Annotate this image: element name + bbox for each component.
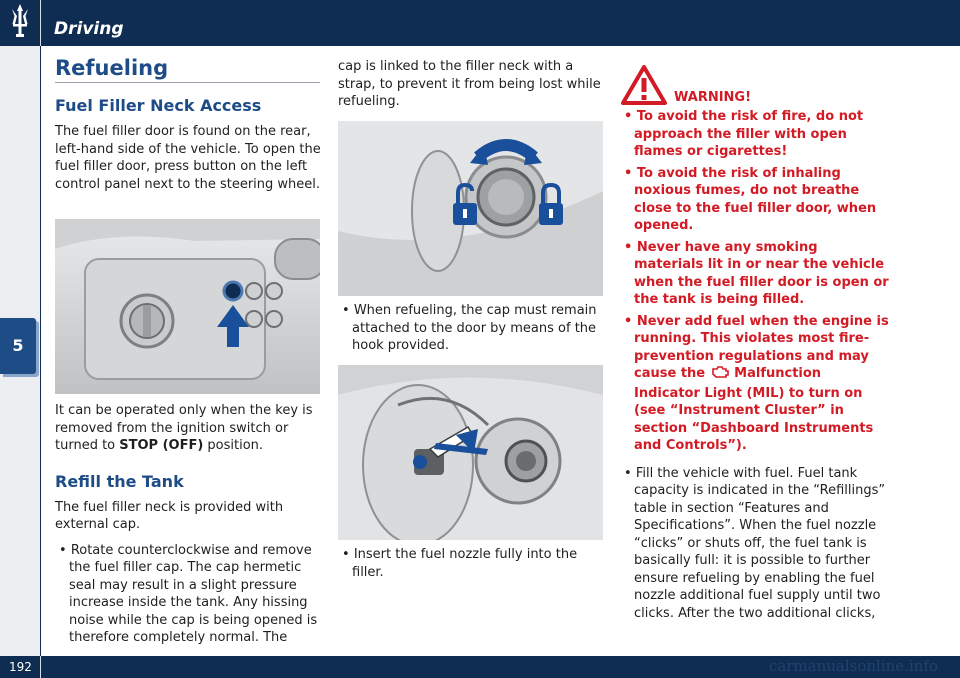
warning-item: • Never have any smoking materials lit in or near the vehicle when the fuel filler door is open or the tank is being filled. [620,239,890,309]
warning-item [620,313,890,455]
column-2-middle [338,302,606,355]
subheading-refill-the-tank: Refill the Tank [55,471,184,491]
header-separator [40,0,41,46]
nozzle-list [338,546,606,581]
list-item: • Insert the fuel nozzle fully into the filler. [338,546,606,581]
paragraph-key-condition [55,402,322,455]
title-rule [55,82,320,83]
key-condition-text: It can be operated only when the key is removed from the ignition switch or turned to [55,403,313,453]
warning-item: • To avoid the risk of fire, do not approach the filler with open flames or cigarettes! [620,108,890,161]
chapter-tab[interactable] [0,318,36,374]
warning-block [620,108,890,622]
page-title: Refueling [55,56,169,80]
watermark: carmanualsonline.info [768,657,938,675]
warning-label: WARNING! [674,90,752,105]
column-1-top [55,96,322,193]
refill-steps-list [55,542,322,647]
warning-triangle-icon [620,64,668,106]
warning-item: • To avoid the risk of inhaling noxious fumes, do not breathe close to the fuel filler door, when opened. [620,165,890,235]
stop-off-label: STOP (OFF) [119,438,204,453]
list-item: • Rotate counterclockwise and remove the fuel filler cap. The cap hermetic seal may result in a slight pressure increase inside the tank. Any hissing noise while the cap is being opened is therefore completely normal. The [55,542,322,647]
subheading-fuel-filler-neck-access: Fuel Filler Neck Access [55,96,262,115]
mil-warning-suffix: Malfunction Indicator Light (MIL) to turn on (see “Instrument Cluster” in section “Dashboard Instruments and Controls”). [634,366,874,453]
page-header [0,0,960,46]
paragraph-external-cap: The fuel filler neck is provided with external cap. [55,499,284,532]
side-divider [40,46,41,660]
list-item: • Fill the vehicle with fuel. Fuel tank capacity is indicated in the “Refillings” table in section “Features and Specifications”. When the fuel nozzle “clicks” or shuts off, the fuel tank is basically full: it is possible to further ensure refueling by enabling the fuel nozzle additional fuel supply until two clicks. After the two additional clicks, [620,465,890,623]
column-2-bottom [338,546,606,581]
footer-separator [40,656,41,678]
trident-logo-icon [0,0,40,46]
paragraph-filler-door: The fuel filler door is found on the rear, left-hand side of the vehicle. To open the fuel filler door, press button on the left control panel next to the steering wheel. [55,124,321,192]
fill-steps-list [620,465,890,623]
list-item: • When refueling, the cap must remain attached to the door by means of the hook provided. [338,302,606,355]
page-footer [0,656,960,678]
warning-list [620,108,890,455]
mil-warning-text: Never add fuel when the engine is running. This violates most fire-prevention regulations and may cause the [634,313,889,381]
paragraph-cap-strap: cap is linked to the filler neck with a strap, to prevent it from being lost while refueling. [338,59,601,109]
nozzle-illustration [338,365,603,540]
control-panel-illustration [55,219,320,394]
cap-hook-list [338,302,606,355]
column-2-top [338,58,606,111]
key-condition-suffix: position. [203,438,264,453]
engine-mil-icon [710,366,730,385]
section-title: Driving [54,19,124,39]
chapter-number: 5 [12,336,24,355]
page-number: 192 [9,660,32,674]
fuel-cap-illustration [338,121,603,296]
column-1-bottom [55,402,322,647]
